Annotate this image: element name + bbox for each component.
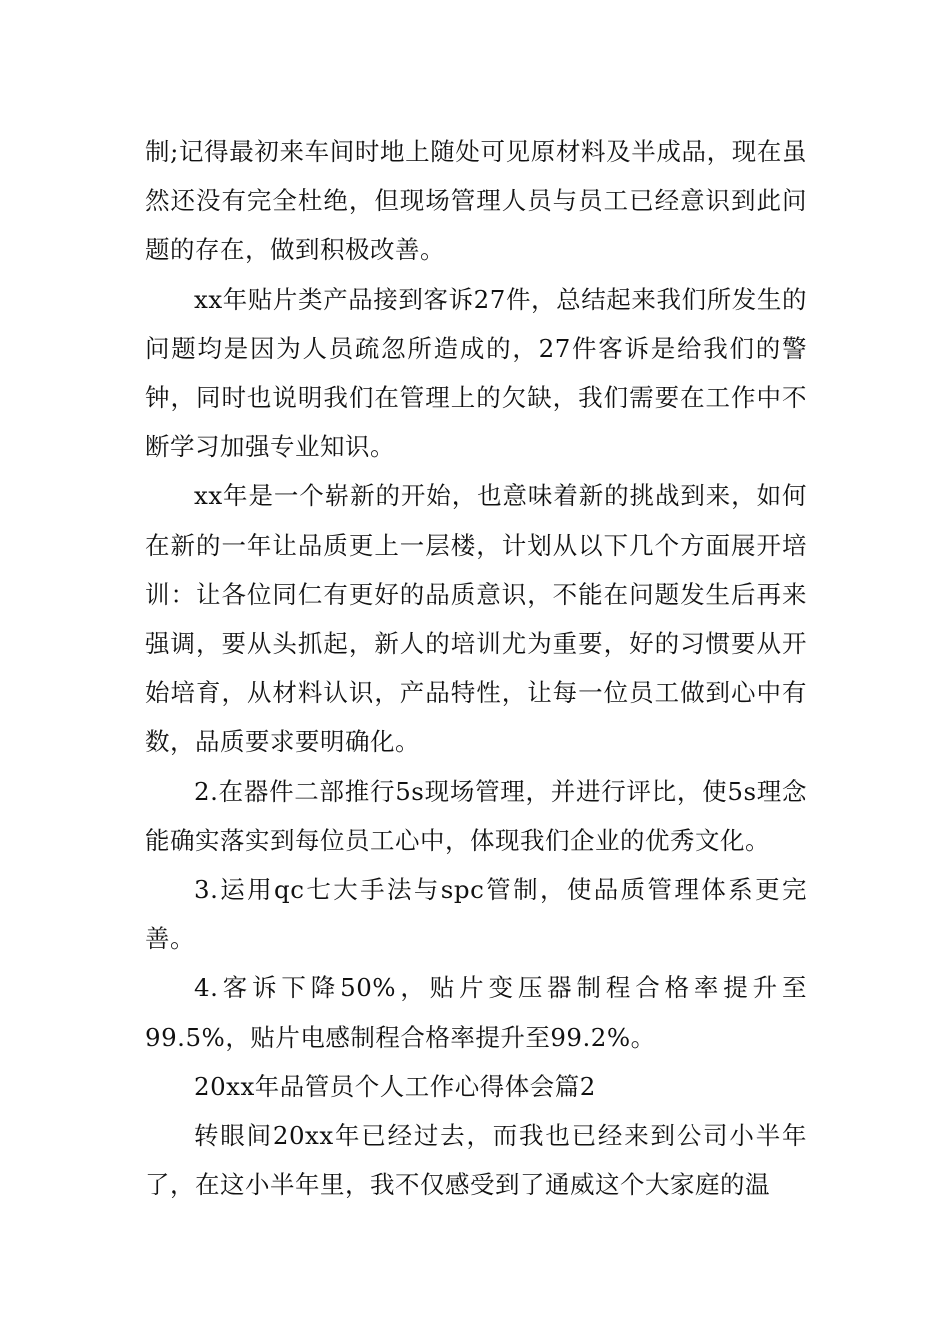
paragraph-continuation: 制;记得最初来车间时地上随处可见原材料及半成品，现在虽然还没有完全杜绝，但现场管理人员与员工已经意识到此问题的存在，做到积极改善。 [145, 137, 807, 265]
paragraph-item-4: 4.客诉下降50%，贴片变压器制程合格率提升至99.5%，贴片电感制程合格率提升至99.2%。 [145, 973, 807, 1052]
paragraph-new-year-plan: xx年是一个崭新的开始，也意味着新的挑战到来，如何在新的一年让品质更上一层楼，计划从以下几个方面展开培训：让各位同仁有更好的品质意识，不能在问题发生后再来强调，要从头抓起，新人的培训尤为重要，好的习惯要从开始培育，从材料认识，产品特性，让每一位员工做到心中有数，品质要求要明确化。 [145, 481, 807, 757]
section-heading: 20xx年品管员个人工作心得体会篇2 [194, 1071, 596, 1101]
paragraph-section-2-intro: 转眼间20xx年已经过去，而我也已经来到公司小半年了，在这小半年里，我不仅感受到了通威这个大家庭的温 [145, 1121, 807, 1200]
document-body [145, 127, 807, 1209]
paragraph-customer-complaints: xx年贴片类产品接到客诉27件，总结起来我们所发生的问题均是因为人员疏忽所造成的，27件客诉是给我们的警钟，同时也说明我们在管理上的欠缺，我们需要在工作中不断学习加强专业知识。 [145, 284, 807, 462]
paragraph-item-3: 3.运用qc七大手法与spc管制，使品质管理体系更完善。 [145, 875, 807, 954]
paragraph-item-2: 2.在器件二部推行5s现场管理，并进行评比，使5s理念能确实落实到每位员工心中，体现我们企业的优秀文化。 [145, 776, 807, 855]
